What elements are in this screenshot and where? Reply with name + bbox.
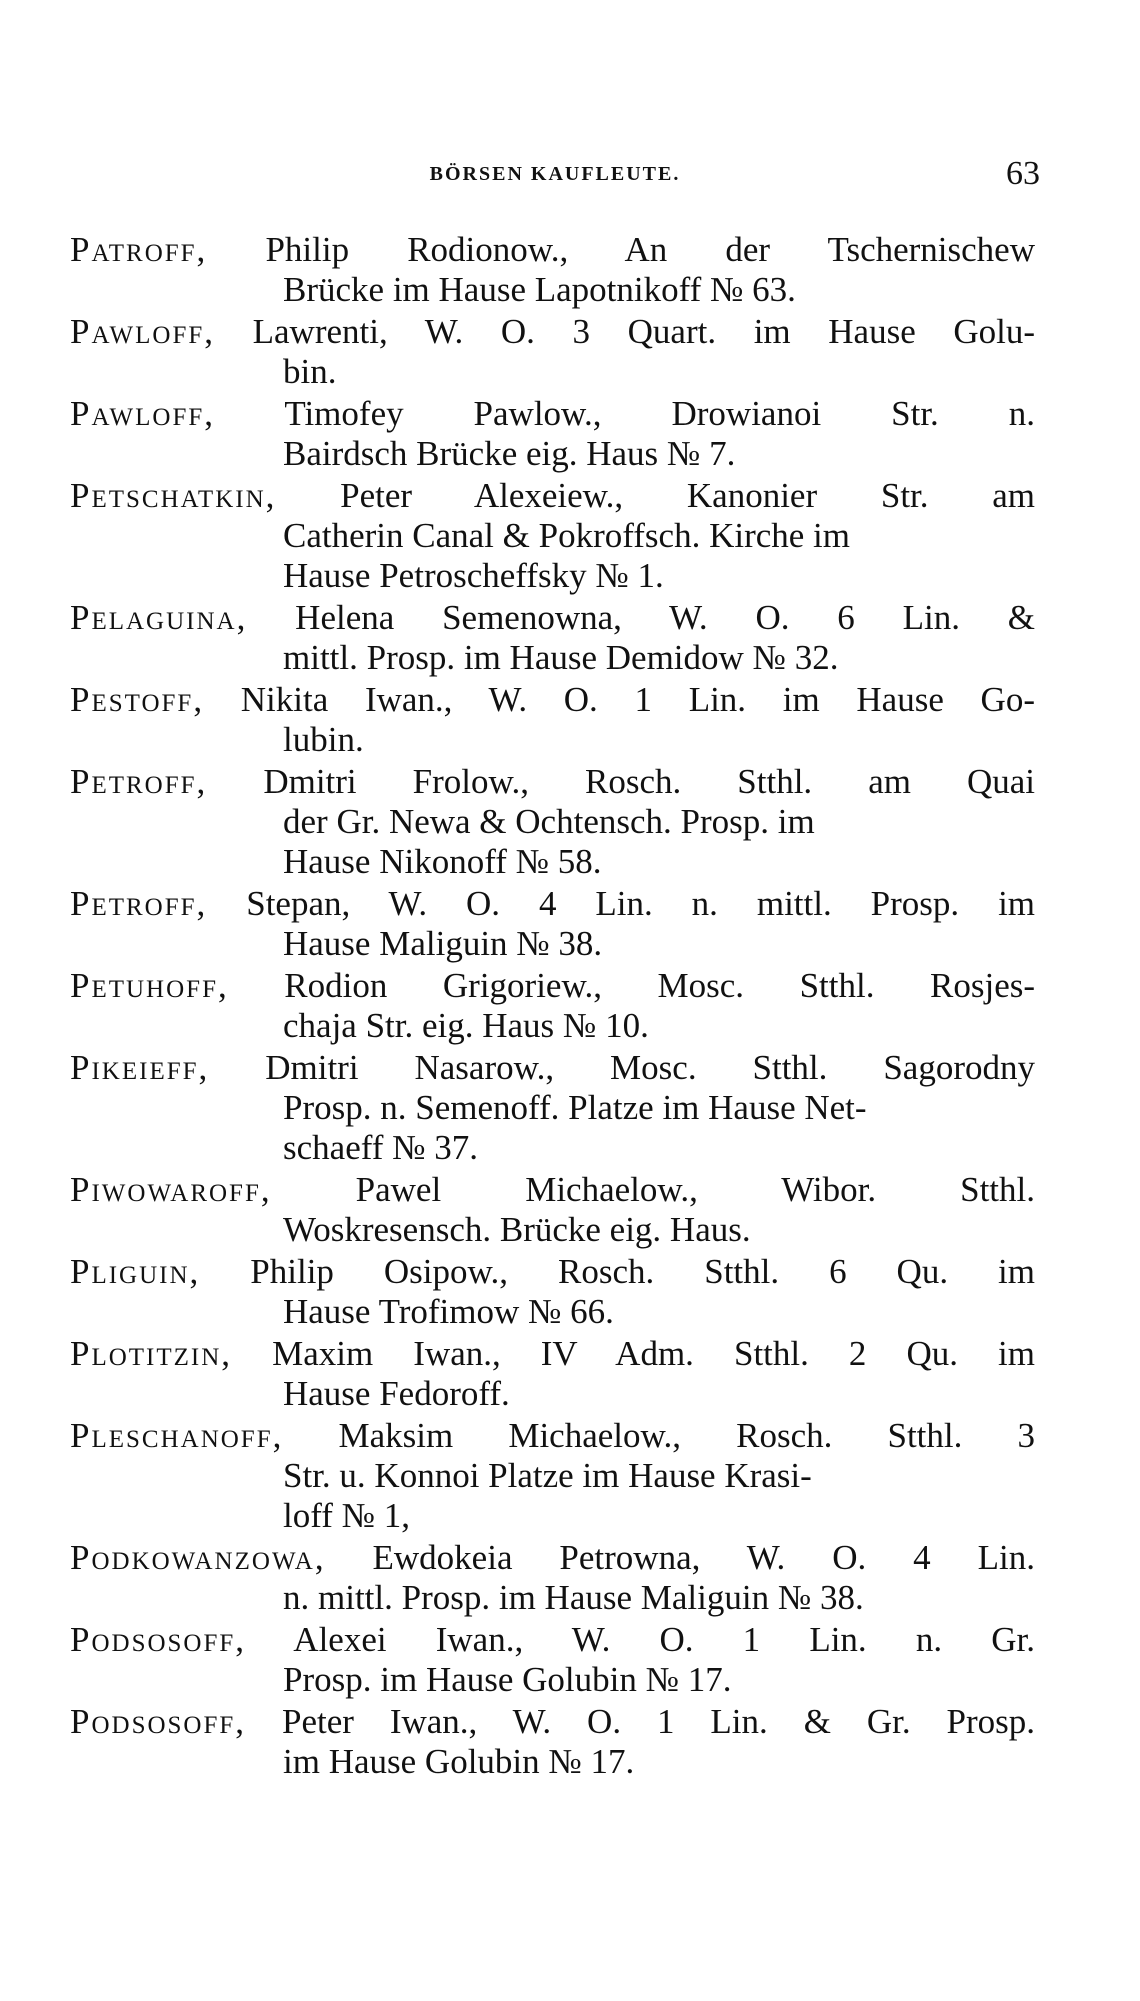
entry-first-line-text: Dmitri Nasarow., Mosc. Stthl. Sagorodny: [265, 1048, 1035, 1087]
entry-surname: Podsosoff,: [70, 1620, 247, 1659]
entry-first-line: [70, 394, 1035, 434]
entry-continuation-line: Prosp. n. Semenoff. Platze im Hause Net-: [283, 1088, 867, 1127]
directory-entry: [70, 884, 1035, 964]
entry-continuation-line: chaja Str. eig. Haus № 10.: [283, 1006, 649, 1045]
page-header: [70, 155, 1040, 205]
entry-continuation-line: der Gr. Newa & Ochtensch. Prosp. im: [283, 802, 815, 841]
entry-surname: Petroff,: [70, 884, 208, 923]
entry-first-line: [70, 1620, 1035, 1660]
entry-first-line-text: Helena Semenowna, W. O. 6 Lin. &: [295, 598, 1035, 637]
entry-surname: Petschatkin,: [70, 476, 277, 515]
entry-first-line: [70, 884, 1035, 924]
entry-continuation-line: n. mittl. Prosp. im Hause Maliguin № 38.: [283, 1578, 864, 1617]
directory-entry: [70, 1170, 1035, 1250]
directory-entry: [70, 1048, 1035, 1168]
entry-first-line: [70, 1334, 1035, 1374]
entry-first-line: [70, 1048, 1035, 1088]
entry-surname: Podsosoff,: [70, 1702, 247, 1741]
entry-continuation-line: loff № 1,: [283, 1496, 411, 1535]
running-head: BÖRSEN KAUFLEUTE.: [429, 163, 681, 185]
directory-entry: [70, 966, 1035, 1046]
entry-first-line-text: Maksim Michaelow., Rosch. Stthl. 3: [338, 1416, 1036, 1455]
entry-first-line-text: Philip Rodionow., An der Tschernischew: [265, 230, 1035, 269]
entry-first-line: [70, 966, 1035, 1006]
entry-first-line: [70, 1416, 1035, 1456]
directory-entry: [70, 1252, 1035, 1332]
entry-surname: Podkowanzowa,: [70, 1538, 326, 1577]
directory-entry: [70, 476, 1035, 596]
entry-surname: Piwowaroff,: [70, 1170, 272, 1209]
directory-entry: [70, 1702, 1035, 1782]
entry-first-line: [70, 1252, 1035, 1292]
entry-surname: Petroff,: [70, 762, 208, 801]
entry-first-line-text: Peter Alexeiew., Kanonier Str. am: [340, 476, 1035, 515]
entry-surname: Pleschanoff,: [70, 1416, 284, 1455]
entry-first-line: [70, 1702, 1035, 1742]
entry-first-line: [70, 598, 1035, 638]
entry-surname: Pestoff,: [70, 680, 205, 719]
entry-first-line-text: Lawrenti, W. O. 3 Quart. im Hause Golu-: [252, 312, 1035, 351]
directory-entry: [70, 680, 1035, 760]
directory-entry: [70, 312, 1035, 392]
entry-surname: Plotitzin,: [70, 1334, 233, 1373]
entry-continuation-line: schaeff № 37.: [283, 1128, 479, 1167]
entry-continuation-line: Hause Nikonoff № 58.: [283, 842, 602, 881]
entry-continuation-line: Bairdsch Brücke eig. Haus № 7.: [283, 434, 736, 473]
entry-first-line-text: Ewdokeia Petrowna, W. O. 4 Lin.: [372, 1538, 1035, 1577]
entry-continuation-line: Brücke im Hause Lapotnikoff № 63.: [283, 270, 796, 309]
entry-continuation-line: im Hause Golubin № 17.: [283, 1742, 635, 1781]
directory-entry: [70, 598, 1035, 678]
entry-first-line: [70, 230, 1035, 270]
entry-continuation-line: Str. u. Konnoi Platze im Hause Krasi-: [283, 1456, 812, 1495]
entry-surname: Pawloff,: [70, 394, 215, 433]
entry-first-line: [70, 680, 1035, 720]
directory-entry: [70, 1334, 1035, 1414]
entry-continuation-line: Hause Petroscheffsky № 1.: [283, 556, 664, 595]
entry-first-line: [70, 476, 1035, 516]
entry-first-line-text: Rodion Grigoriew., Mosc. Stthl. Rosjes-: [284, 966, 1035, 1005]
directory-entry: [70, 1538, 1035, 1618]
entry-first-line-text: Dmitri Frolow., Rosch. Stthl. am Quai: [263, 762, 1035, 801]
directory-entry: [70, 230, 1035, 310]
entry-surname: Pikeieff,: [70, 1048, 210, 1087]
entry-first-line-text: Pawel Michaelow., Wibor. Stthl.: [355, 1170, 1035, 1209]
entry-first-line-text: Alexei Iwan., W. O. 1 Lin. n. Gr.: [293, 1620, 1035, 1659]
entry-continuation-line: mittl. Prosp. im Hause Demidow № 32.: [283, 638, 839, 677]
entry-first-line: [70, 1170, 1035, 1210]
entry-first-line-text: Timofey Pawlow., Drowianoi Str. n.: [284, 394, 1035, 433]
page-number: 63: [1006, 155, 1040, 192]
entry-first-line: [70, 312, 1035, 352]
entry-first-line: [70, 762, 1035, 802]
entry-first-line-text: Maxim Iwan., IV Adm. Stthl. 2 Qu. im: [272, 1334, 1035, 1373]
directory-entry: [70, 394, 1035, 474]
entry-continuation-line: Woskresensch. Brücke eig. Haus.: [283, 1210, 751, 1249]
directory-entry: [70, 762, 1035, 882]
entry-surname: Pawloff,: [70, 312, 215, 351]
entry-continuation-line: bin.: [283, 352, 337, 391]
directory-entries: [70, 230, 1035, 1784]
entry-continuation-line: Hause Maliguin № 38.: [283, 924, 603, 963]
entry-first-line-text: Peter Iwan., W. O. 1 Lin. & Gr. Prosp.: [281, 1702, 1035, 1741]
entry-continuation-line: lubin.: [283, 720, 364, 759]
entry-surname: Pelaguina,: [70, 598, 248, 637]
entry-continuation-line: Hause Fedoroff.: [283, 1374, 510, 1413]
entry-surname: Petuhoff,: [70, 966, 229, 1005]
entry-first-line-text: Stepan, W. O. 4 Lin. n. mittl. Prosp. im: [246, 884, 1036, 923]
entry-surname: Patroff,: [70, 230, 208, 269]
entry-first-line: [70, 1538, 1035, 1578]
entry-continuation-line: Prosp. im Hause Golubin № 17.: [283, 1660, 732, 1699]
directory-entry: [70, 1416, 1035, 1536]
entry-surname: Pliguin,: [70, 1252, 201, 1291]
entry-first-line-text: Nikita Iwan., W. O. 1 Lin. im Hause Go-: [240, 680, 1035, 719]
entry-first-line-text: Philip Osipow., Rosch. Stthl. 6 Qu. im: [250, 1252, 1036, 1291]
entry-continuation-line: Hause Trofimow № 66.: [283, 1292, 614, 1331]
directory-entry: [70, 1620, 1035, 1700]
entry-continuation-line: Catherin Canal & Pokroffsch. Kirche im: [283, 516, 851, 555]
